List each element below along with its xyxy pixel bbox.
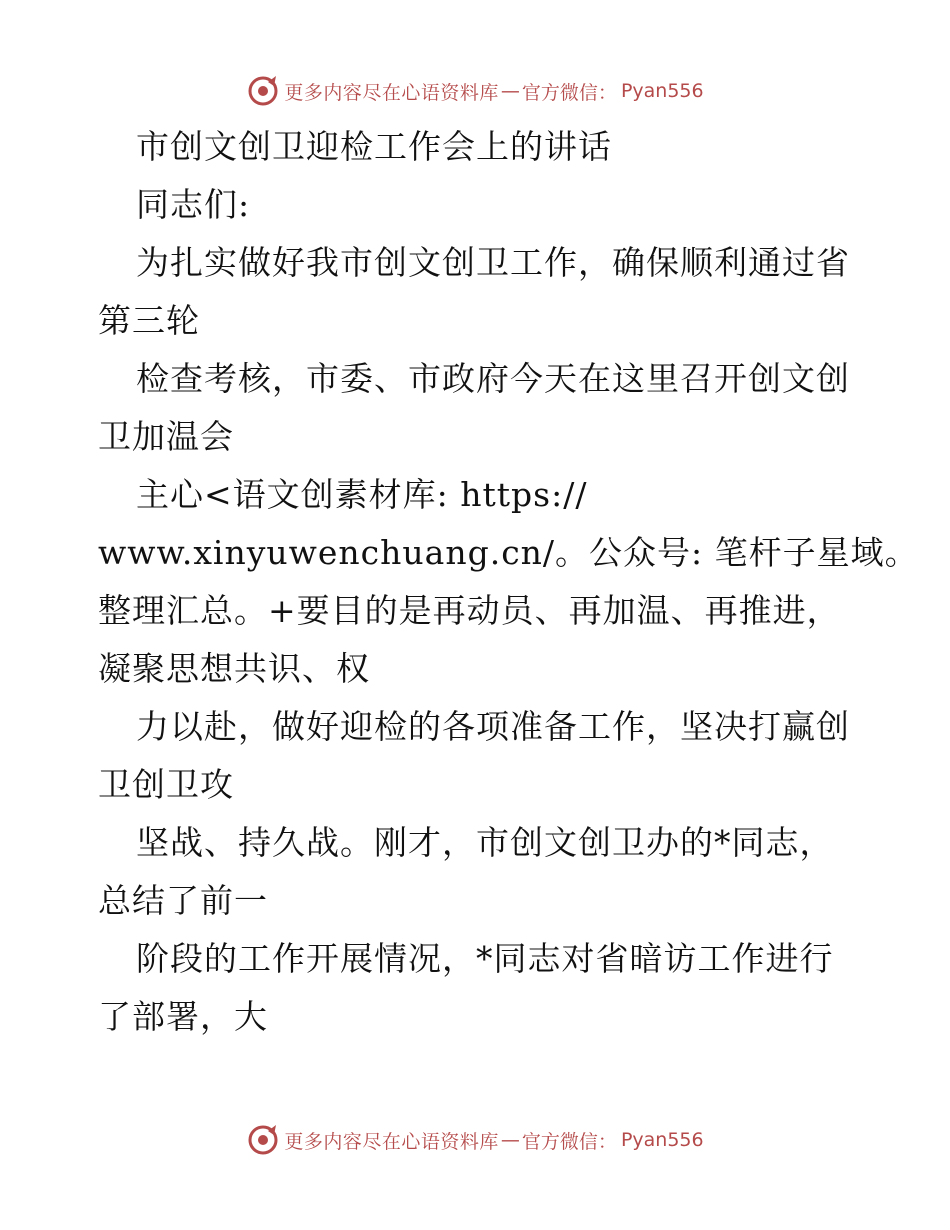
paragraph-line: 第三轮 bbox=[98, 301, 200, 340]
paragraph-line: 卫创卫攻 bbox=[98, 765, 234, 804]
paragraph-line: 凝聚思想共识、权 bbox=[98, 649, 370, 688]
banner-main-text: 更多内容尽在心语资料库 bbox=[284, 1130, 499, 1153]
banner-main-text: 更多内容尽在心语资料库 bbox=[284, 81, 499, 104]
paragraph-line: 检查考核，市委、市政府今天在这里召开创文创 bbox=[136, 359, 850, 398]
banner-wechat-label: 官方微信： bbox=[521, 1130, 617, 1153]
paragraph-line: 为扎实做好我市创文创卫工作，确保顺利通过省 bbox=[136, 243, 850, 282]
brand-logo-icon bbox=[246, 74, 280, 108]
header-watermark bbox=[0, 71, 950, 111]
footer-watermark bbox=[0, 1120, 950, 1160]
paragraph-line: 主心<语文创素材库: https:// bbox=[136, 475, 588, 514]
banner-wechat-label: 官方微信： bbox=[521, 81, 617, 104]
document-body bbox=[98, 118, 919, 1046]
paragraph-line: 整理汇总。+要目的是再动员、再加温、再推进， bbox=[98, 591, 841, 630]
paragraph-line: 力以赴，做好迎检的各项准备工作，坚决打赢创 bbox=[136, 707, 850, 746]
paragraph-line: 了部署，大 bbox=[98, 997, 268, 1036]
banner-wechat-id: Pyan556 bbox=[620, 80, 704, 102]
paragraph-line: 卫加温会 bbox=[98, 417, 234, 456]
paragraph-line: 坚战、持久战。刚才，市创文创卫办的*同志， bbox=[136, 823, 834, 862]
banner-separator: — bbox=[500, 1129, 520, 1151]
paragraph-line: 总结了前一 bbox=[98, 881, 268, 920]
brand-logo-icon bbox=[246, 1123, 280, 1157]
paragraph-line: www.xinyuwenchuang.cn/。公众号: 笔杆子星域。 bbox=[98, 533, 919, 572]
salutation: 同志们: bbox=[136, 185, 251, 224]
banner-separator: — bbox=[500, 80, 520, 102]
document-title: 市创文创卫迎检工作会上的讲话 bbox=[136, 127, 612, 166]
banner-wechat-id: Pyan556 bbox=[620, 1129, 704, 1151]
paragraph-line: 阶段的工作开展情况，*同志对省暗访工作进行 bbox=[136, 939, 834, 978]
